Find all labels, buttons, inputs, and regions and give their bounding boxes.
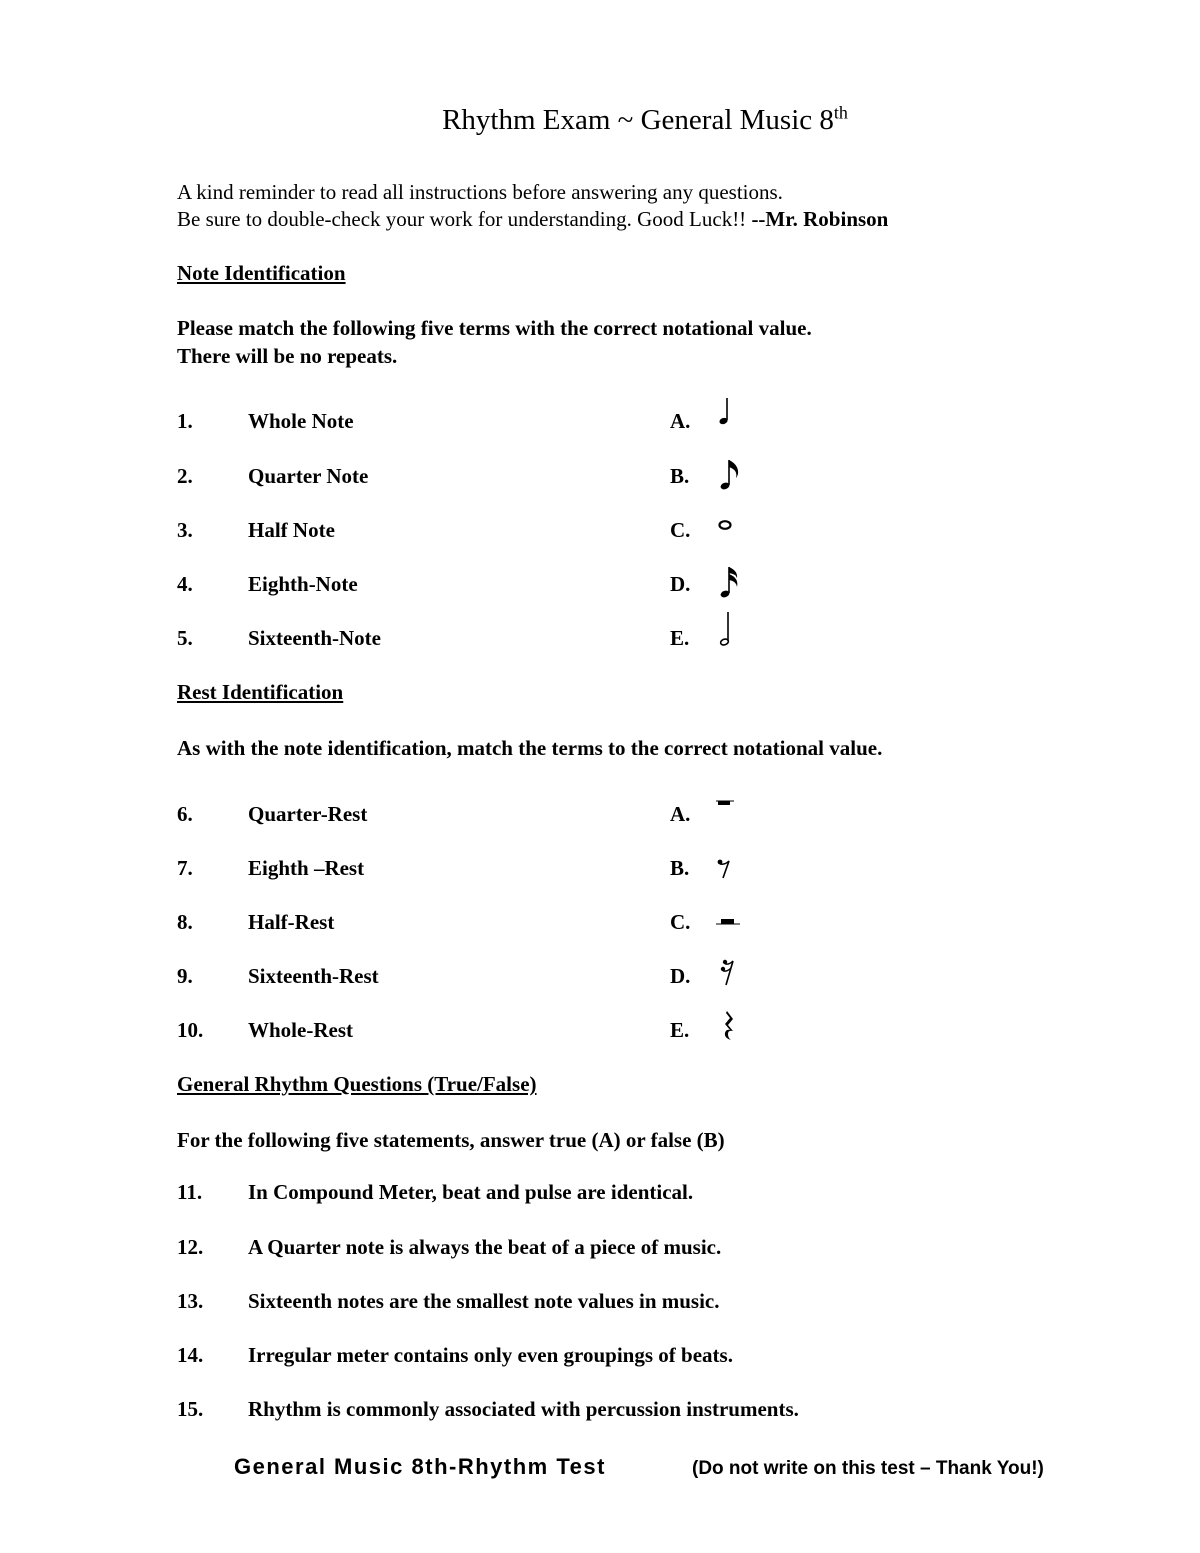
question-number: 12. xyxy=(177,1235,204,1259)
quarter-note-icon xyxy=(714,393,754,439)
note-identification-heading: Note Identification xyxy=(177,261,346,285)
intro-double-check xyxy=(177,206,888,233)
whole-note-icon xyxy=(714,508,754,554)
whole-rest-icon xyxy=(714,792,754,838)
question-statement: A Quarter note is always the beat of a piece of music. xyxy=(248,1235,722,1259)
intro-reminder: A kind reminder to read all instructions before answering any questions. xyxy=(177,180,783,204)
question-number: 1. xyxy=(177,409,193,433)
answer-letter: A. xyxy=(670,802,691,826)
question-statement: Rhythm is commonly associated with percussion instruments. xyxy=(248,1397,799,1421)
quarter-rest-icon xyxy=(714,1004,754,1050)
question-number: 3. xyxy=(177,518,193,542)
sixteenth-rest-icon xyxy=(714,952,754,998)
sixteenth-note-icon xyxy=(714,560,754,606)
question-term: Quarter-Rest xyxy=(248,802,368,826)
intro-double-check-text: Be sure to double-check your work for understanding. Good Luck!! xyxy=(177,207,752,231)
exam-title-text: Rhythm Exam ~ General Music 8 xyxy=(442,104,834,136)
exam-title xyxy=(0,104,1200,137)
question-number: 4. xyxy=(177,572,193,596)
rest-identification-heading: Rest Identification xyxy=(177,680,344,704)
exam-title-superscript: th xyxy=(833,102,848,123)
question-number: 2. xyxy=(177,464,193,488)
question-statement: Sixteenth notes are the smallest note values in music. xyxy=(248,1289,720,1313)
answer-letter: B. xyxy=(670,856,690,880)
question-number: 10. xyxy=(177,1018,204,1042)
question-term: Eighth-Note xyxy=(248,572,358,596)
question-number: 11. xyxy=(177,1180,203,1204)
answer-letter: C. xyxy=(670,518,691,542)
question-term: Whole Note xyxy=(248,409,354,433)
answer-letter: C. xyxy=(670,910,691,934)
question-statement: In Compound Meter, beat and pulse are identical. xyxy=(248,1180,694,1204)
question-term: Half Note xyxy=(248,518,335,542)
question-term: Whole-Rest xyxy=(248,1018,353,1042)
rest-instruction-line: As with the note identification, match the terms to the correct notational value. xyxy=(177,736,883,760)
answer-letter: E. xyxy=(670,626,690,650)
question-term: Sixteenth-Note xyxy=(248,626,381,650)
question-number: 8. xyxy=(177,910,193,934)
note-instruction-line: Please match the following five terms with the correct notational value. xyxy=(177,316,812,340)
question-term: Eighth –Rest xyxy=(248,856,365,880)
answer-letter: A. xyxy=(670,409,691,433)
rhythm-questions-instructions xyxy=(177,1126,725,1154)
question-number: 5. xyxy=(177,626,193,650)
question-number: 15. xyxy=(177,1397,204,1421)
answer-letter: E. xyxy=(670,1018,690,1042)
answer-letter: D. xyxy=(670,572,691,596)
half-rest-icon xyxy=(714,900,754,946)
note-identification-instructions xyxy=(177,314,812,370)
question-term: Quarter Note xyxy=(248,464,369,488)
teacher-signature: --Mr. Robinson xyxy=(751,207,889,231)
question-number: 14. xyxy=(177,1343,204,1367)
rhythm-instruction-line: For the following five statements, answer true (A) or false (B) xyxy=(177,1128,725,1152)
eighth-note-icon xyxy=(714,452,754,498)
question-number: 6. xyxy=(177,802,193,826)
question-statement: Irregular meter contains only even groupings of beats. xyxy=(248,1343,733,1367)
half-note-icon xyxy=(714,608,754,654)
question-number: 13. xyxy=(177,1289,204,1313)
question-number: 7. xyxy=(177,856,193,880)
footer-test-title: General Music 8th-Rhythm Test xyxy=(234,1454,606,1479)
eighth-rest-icon xyxy=(714,848,754,894)
rhythm-questions-heading: General Rhythm Questions (True/False) xyxy=(177,1072,537,1096)
answer-letter: D. xyxy=(670,964,691,988)
answer-letter: B. xyxy=(670,464,690,488)
question-term: Half-Rest xyxy=(248,910,335,934)
footer-note: (Do not write on this test – Thank You!) xyxy=(692,1458,1044,1479)
question-term: Sixteenth-Rest xyxy=(248,964,379,988)
note-instruction-line: There will be no repeats. xyxy=(177,344,398,368)
question-number: 9. xyxy=(177,964,193,988)
rest-identification-instructions xyxy=(177,734,882,762)
